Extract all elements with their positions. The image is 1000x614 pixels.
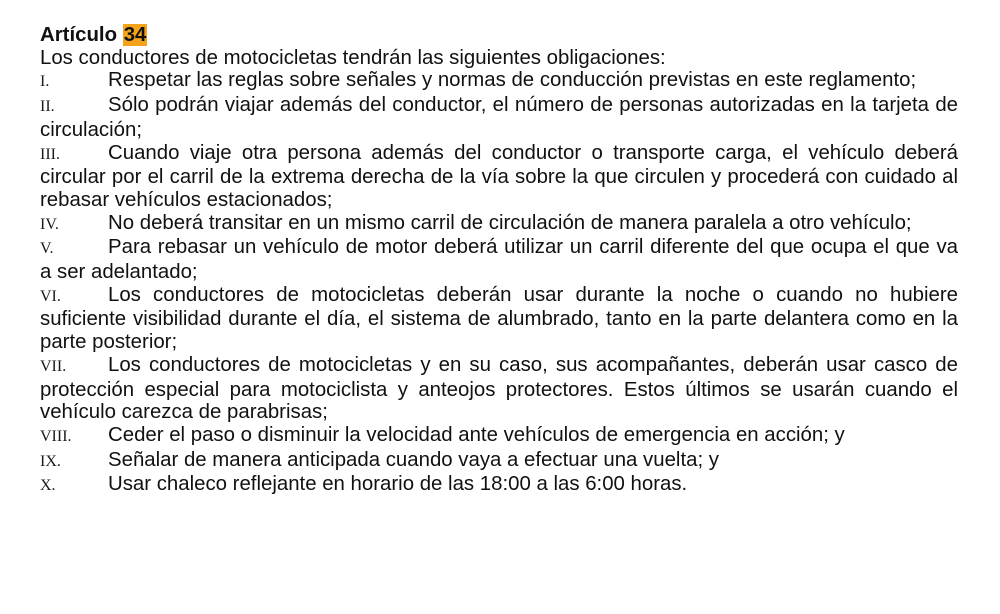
item-text: Señalar de manera anticipada cuando vaya a efectuar una vuelta; y bbox=[108, 448, 719, 471]
document-page bbox=[40, 24, 958, 498]
item-text: Cuando viaje otra persona además del conductor o transporte carga, el vehículo deberá circular por el carril de la extrema derecha de la vía sobre la que circulen y procederá con cuidado al rebasar vehículos estacionados; bbox=[40, 141, 958, 211]
list-item bbox=[40, 449, 958, 474]
list-item bbox=[40, 142, 958, 212]
item-text: Sólo podrán viajar además del conductor, el número de personas autorizadas en la tarjeta de circulación; bbox=[40, 94, 958, 141]
article-number-highlight: 34 bbox=[123, 24, 147, 46]
list-item bbox=[40, 94, 958, 141]
item-text: No deberá transitar en un mismo carril de circulación de manera paralela a otro vehículo; bbox=[108, 211, 912, 234]
list-item bbox=[40, 424, 958, 449]
list-item bbox=[40, 354, 958, 424]
item-text: Ceder el paso o disminuir la velocidad ante vehículos de emergencia en acción; y bbox=[108, 423, 845, 446]
list-item bbox=[40, 284, 958, 354]
item-numeral: VI. bbox=[40, 287, 61, 305]
item-text: Para rebasar un vehículo de motor deberá utilizar un carril diferente del que ocupa el que va a ser adelantado; bbox=[40, 236, 958, 284]
item-numeral: IX. bbox=[40, 452, 61, 470]
item-numeral: I. bbox=[40, 73, 50, 91]
list-item bbox=[40, 69, 958, 94]
item-numeral: VIII. bbox=[40, 427, 72, 445]
item-text: Usar chaleco reflejante en horario de las 18:00 a las 6:00 horas. bbox=[108, 473, 688, 496]
list-item bbox=[40, 212, 958, 237]
item-numeral: IV. bbox=[40, 215, 59, 233]
item-numeral: V. bbox=[40, 240, 54, 258]
item-numeral: VII. bbox=[40, 357, 67, 375]
item-numeral: III. bbox=[40, 145, 60, 163]
article-label: Artículo bbox=[40, 24, 118, 46]
item-numeral: X. bbox=[40, 477, 56, 495]
item-text: Los conductores de motocicletas deberán usar durante la noche o cuando no hubiere suficiente visibilidad durante el día, el sistema de alumbrado, tanto en la parte delantera como en la parte posterior; bbox=[40, 283, 958, 354]
article-intro: Los conductores de motocicletas tendrán las siguientes obligaciones: bbox=[40, 46, 666, 69]
item-text: Los conductores de motocicletas y en su caso, sus acompañantes, deberán usar casco de protección especial para motociclista y anteojos protectores. Estos últimos se usarán cuando el vehículo carezca de parabrisas; bbox=[40, 353, 958, 424]
article-title bbox=[40, 24, 958, 47]
item-numeral: II. bbox=[40, 98, 55, 116]
item-text: Respetar las reglas sobre señales y normas de conducción previstas en este reglamento; bbox=[108, 69, 917, 92]
list-item bbox=[40, 473, 958, 498]
list-item bbox=[40, 236, 958, 283]
